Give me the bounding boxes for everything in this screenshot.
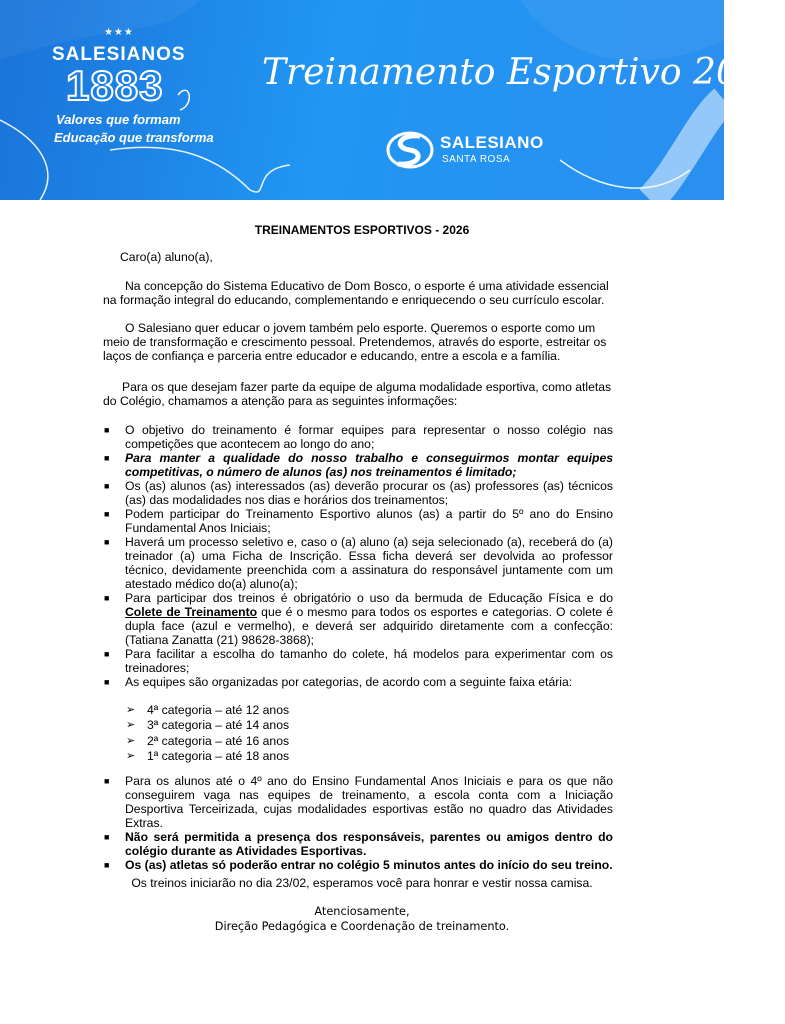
list-item (103, 535, 613, 591)
school-subtitle: SANTA ROSA (442, 154, 511, 165)
list-item-text: que é o mesmo para todos os esportes e categorias. O colete é dupla face (azul e vermelho), e deverá ser adquirido diretamente com a confecção: (Tatiana Zanatta (21) 98628-3868); (125, 605, 613, 647)
list-item-text: O objetivo do treinamento é formar equipes para representar o nosso colégio nas competições que acontecem ao longo do ano; (125, 423, 613, 451)
list-item-text: As equipes são organizadas por categorias, de acordo com a seguinte faixa etária: (125, 675, 573, 689)
list-item (103, 830, 613, 858)
category-item: ➢ 4ª categoria – até 12 anos (126, 703, 289, 718)
closing-text: Os treinos iniciarão no dia 23/02, esperamos você para honrar e vestir nossa camisa. (131, 876, 593, 890)
colete-link[interactable]: Colete de Treinamento (125, 605, 258, 619)
header-banner (0, 0, 785, 200)
list-item-text: Os (as) alunos (as) interessados (as) deverão procurar os (as) professores (as) técnicos (as) das modalidades nos dias e horários dos treinamentos; (125, 479, 613, 507)
signature-greeting: Atenciosamente, (314, 905, 410, 918)
category-list (126, 703, 289, 764)
list-item (103, 479, 613, 507)
brand-name: SALESIANOS (52, 44, 186, 65)
list-item-text: Para facilitar a escolha do tamanho do colete, há modelos para experimentar com os treinadores; (125, 647, 613, 675)
list-item-text: Para participar dos treinos é obrigatório o uso da bermuda de Educação Física e do (125, 591, 613, 605)
document-title: TREINAMENTOS ESPORTIVOS - 2026 (254, 223, 470, 237)
info-list (103, 423, 613, 689)
school-name: SALESIANO (440, 133, 544, 152)
greeting: Caro(a) aluno(a), (120, 250, 213, 264)
paragraph-education: O Salesiano quer educar o jovem também pelo esporte. Queremos o esporte como um meio de transformação e crescimento pessoal. Pretendemos, através do esporte, estreitar os laços de confiança e parceria entre educador e educando, entre a escola e a família. (103, 321, 607, 363)
list-item-text: Não será permitida a presença dos responsáveis, parentes ou amigos dentro do colégio durante as Atividades Esportivas. (125, 830, 613, 858)
category-item: ➢ 3ª categoria – até 14 anos (126, 718, 289, 733)
list-item (103, 451, 613, 479)
list-item-text: Podem participar do Treinamento Esportivo alunos (as) a partir do 5º ano do Ensino Fundamental Anos Iniciais; (125, 507, 613, 535)
page-title: Treinamento Esportivo 2026 (262, 52, 785, 93)
list-item-text: Os (as) atletas só poderão entrar no colégio 5 minutos antes do início do seu treino. (125, 858, 613, 872)
list-item-text: Para manter a qualidade do nosso trabalho e conseguirmos montar equipes competitivas, o número de alunos (as) nos treinamentos é limitado; (125, 451, 613, 479)
list-item (103, 675, 613, 689)
tagline-values: Valores que formam (56, 112, 181, 127)
brand-year: 1883 (66, 62, 164, 109)
list-item (103, 423, 613, 451)
category-item: ➢ 2ª categoria – até 16 anos (126, 734, 289, 749)
signature-name: Direção Pedagógica e Coordenação de treinamento. (214, 920, 510, 933)
list-item (103, 858, 613, 872)
category-item: ➢ 1ª categoria – até 18 anos (126, 749, 289, 764)
list-item (103, 591, 613, 647)
tagline-education: Educação que transforma (54, 130, 214, 145)
star-icon: ★★★ (104, 27, 134, 38)
list-item-text: Haverá um processo seletivo e, caso o (a) aluno (a) seja selecionado (a), receberá do (a) treinador (a) uma Ficha de Inscrição. Essa ficha deverá ser devolvida ao professor técnico, devidamente preenchida com a assinatura do responsável juntamente com um atestado médico do(a) aluno(a); (125, 535, 613, 591)
list-item-text: Para os alunos até o 4º ano do Ensino Fundamental Anos Iniciais e para os que não conseguirem vaga nas equipes de treinamento, a escola conta com a Iniciação Desportiva Terceirizada, cujas modalidades esportivas estão no quadro das Atividades Extras. (125, 774, 613, 830)
list-item (103, 647, 613, 675)
salesiano-logo-icon (386, 128, 434, 172)
paragraph-concept: Na concepção do Sistema Educativo de Dom Bosco, o esporte é uma atividade essencial na formação integral do educando, complementando e enriquecendo o seu currículo escolar. (103, 279, 609, 307)
paragraph-attention: Para os que desejam fazer parte da equipe de alguma modalidade esportiva, como atletas do Colégio, chamamos a atenção para as seguintes informações: (103, 380, 612, 408)
list-item (103, 774, 613, 830)
list-item (103, 507, 613, 535)
rules-list (103, 774, 613, 872)
